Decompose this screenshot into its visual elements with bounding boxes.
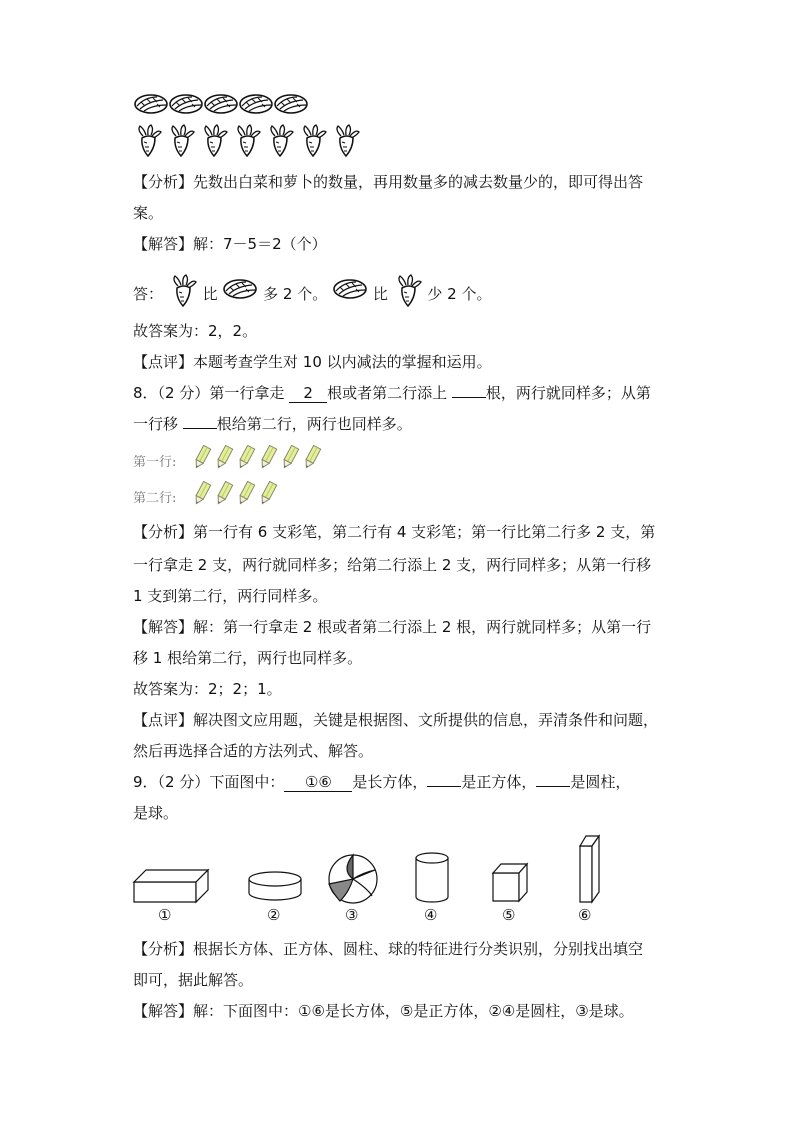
q8-analysis-line1: 【分析】第一行有 6 支彩笔，第二行有 4 支彩笔；第一行比第二行多 2 支，第	[133, 523, 656, 541]
q9-label-1: ①	[158, 906, 172, 924]
q9-stem-line2: 是球。	[133, 804, 179, 822]
q9-label-2: ②	[267, 906, 281, 924]
q8-answer-line1: 【解答】解：第一行拿走 2 根或者第二行添上 2 根，两行就同样多；从第一行	[133, 618, 652, 636]
q7-bi-2: 比	[372, 285, 388, 303]
q8-stem2-a: 一行移	[133, 415, 183, 433]
pencil-icon	[302, 445, 322, 471]
cabbage-icon	[133, 93, 169, 115]
cuboid-shape-6	[580, 836, 599, 902]
q7-bi-1: 比	[202, 285, 218, 303]
q9-label-4: ④	[424, 906, 438, 924]
radish-icon	[199, 124, 229, 158]
q8-row2-pencils	[192, 481, 280, 507]
q9-stem-a: 9．（2 分）下面图中：	[133, 773, 285, 791]
q8-stem-line2	[133, 414, 412, 434]
pencil-icon	[236, 445, 256, 471]
radish-icon	[393, 274, 423, 323]
q8-comment-line2: 然后再选择合适的方法列式、解答。	[133, 742, 374, 760]
pencil-icon	[236, 481, 256, 507]
pencil-icon	[192, 445, 212, 471]
q8-stem-c: 根，两行就同样多；从第	[485, 384, 651, 402]
pencil-icon	[192, 481, 212, 507]
cuboid-shape-1	[134, 870, 208, 902]
q9-analysis-line2: 即可，据此解答。	[133, 971, 254, 989]
cylinder-shape-4	[416, 853, 448, 902]
q8-analysis-line2: 一行拿走 2 支，两行就同样多；给第二行添上 2 支，两行同样多；从第一行移	[133, 556, 652, 574]
q9-stem-d: 是圆柱，	[570, 773, 631, 791]
q9-analysis-line1: 【分析】根据长方体、正方体、圆柱、球的特征进行分类识别，分别找出填空	[133, 940, 644, 958]
q9-stem-line1	[133, 772, 630, 792]
cube-shape-5	[493, 864, 527, 901]
q8-blank-2[interactable]	[452, 397, 486, 398]
radish-icon	[265, 124, 295, 158]
q8-comment-line1: 【点评】解决图文应用题，关键是根据图、文所提供的信息，弄清条件和问题，	[133, 711, 659, 729]
cabbage-icon	[273, 93, 309, 115]
cabbage-icon	[332, 275, 368, 315]
q7-comment: 【点评】本题考查学生对 10 以内减法的掌握和运用。	[133, 353, 492, 371]
radish-icon	[298, 124, 328, 158]
q7-analysis-line2: 案。	[133, 204, 164, 222]
q8-blank-3[interactable]	[183, 428, 217, 429]
sphere-shape-3	[329, 855, 377, 903]
q8-blank-1[interactable]: 2	[289, 384, 327, 403]
q8-row2-label: 第二行:	[133, 491, 177, 506]
q8-stem-b: 根或者第二行添上	[327, 384, 452, 402]
q7-less: 少 2 个。	[427, 285, 492, 303]
cylinder-shape-2	[249, 872, 301, 900]
q9-stem-c: 是正方体，	[461, 773, 537, 791]
q8-row1-label: 第一行:	[133, 455, 177, 470]
radish-icon	[331, 124, 361, 158]
pencil-icon	[280, 445, 300, 471]
q9-answer: 【解答】解：下面图中：①⑥是长方体，⑤是正方体，②④是圆柱，③是球。	[133, 1002, 634, 1020]
cabbage-icon	[222, 275, 258, 315]
radish-icon	[232, 124, 262, 158]
q7-analysis-line1: 【分析】先数出白菜和萝卜的数量，再用数量多的减去数量少的，即可得出答	[133, 173, 644, 191]
q9-blank-3[interactable]	[536, 786, 570, 787]
radish-row	[133, 124, 364, 158]
radish-icon	[133, 124, 163, 158]
q9-blank-1[interactable]: ①⑥	[284, 773, 352, 792]
cabbage-icon	[168, 93, 204, 115]
pencil-icon	[258, 445, 278, 471]
q8-stem-line1	[133, 383, 651, 403]
q9-label-6: ⑥	[578, 906, 592, 924]
q9-label-3: ③	[345, 906, 359, 924]
q8-stem2-b: 根给第二行，两行也同样多。	[216, 415, 412, 433]
q7-answer-sentence	[133, 274, 491, 314]
cabbage-icon	[203, 93, 239, 115]
q9-stem-b: 是长方体，	[352, 773, 428, 791]
q8-final-answer: 故答案为：2；2；1。	[133, 680, 282, 698]
cabbage-icon	[238, 93, 274, 115]
radish-icon	[168, 274, 198, 323]
q9-label-5: ⑤	[502, 906, 516, 924]
radish-icon	[166, 124, 196, 158]
pencil-icon	[258, 481, 278, 507]
q7-answer-line: 【解答】解：7－5＝2（个）	[133, 235, 327, 253]
q9-blank-2[interactable]	[427, 786, 461, 787]
q8-answer-line2: 移 1 根给第二行，两行也同样多。	[133, 649, 363, 667]
q7-answer-prefix: 答：	[133, 285, 164, 303]
q8-row1-pencils	[192, 445, 324, 471]
q8-analysis-line3: 1 支到第二行，两行同样多。	[133, 587, 328, 605]
pencil-icon	[214, 481, 234, 507]
pencil-icon	[214, 445, 234, 471]
q7-final-answer: 故答案为：2，2。	[133, 322, 258, 340]
cabbage-row	[133, 93, 308, 115]
q8-stem-a: 8．（2 分）第一行拿走	[133, 384, 290, 402]
q7-more: 多 2 个。	[263, 285, 328, 303]
